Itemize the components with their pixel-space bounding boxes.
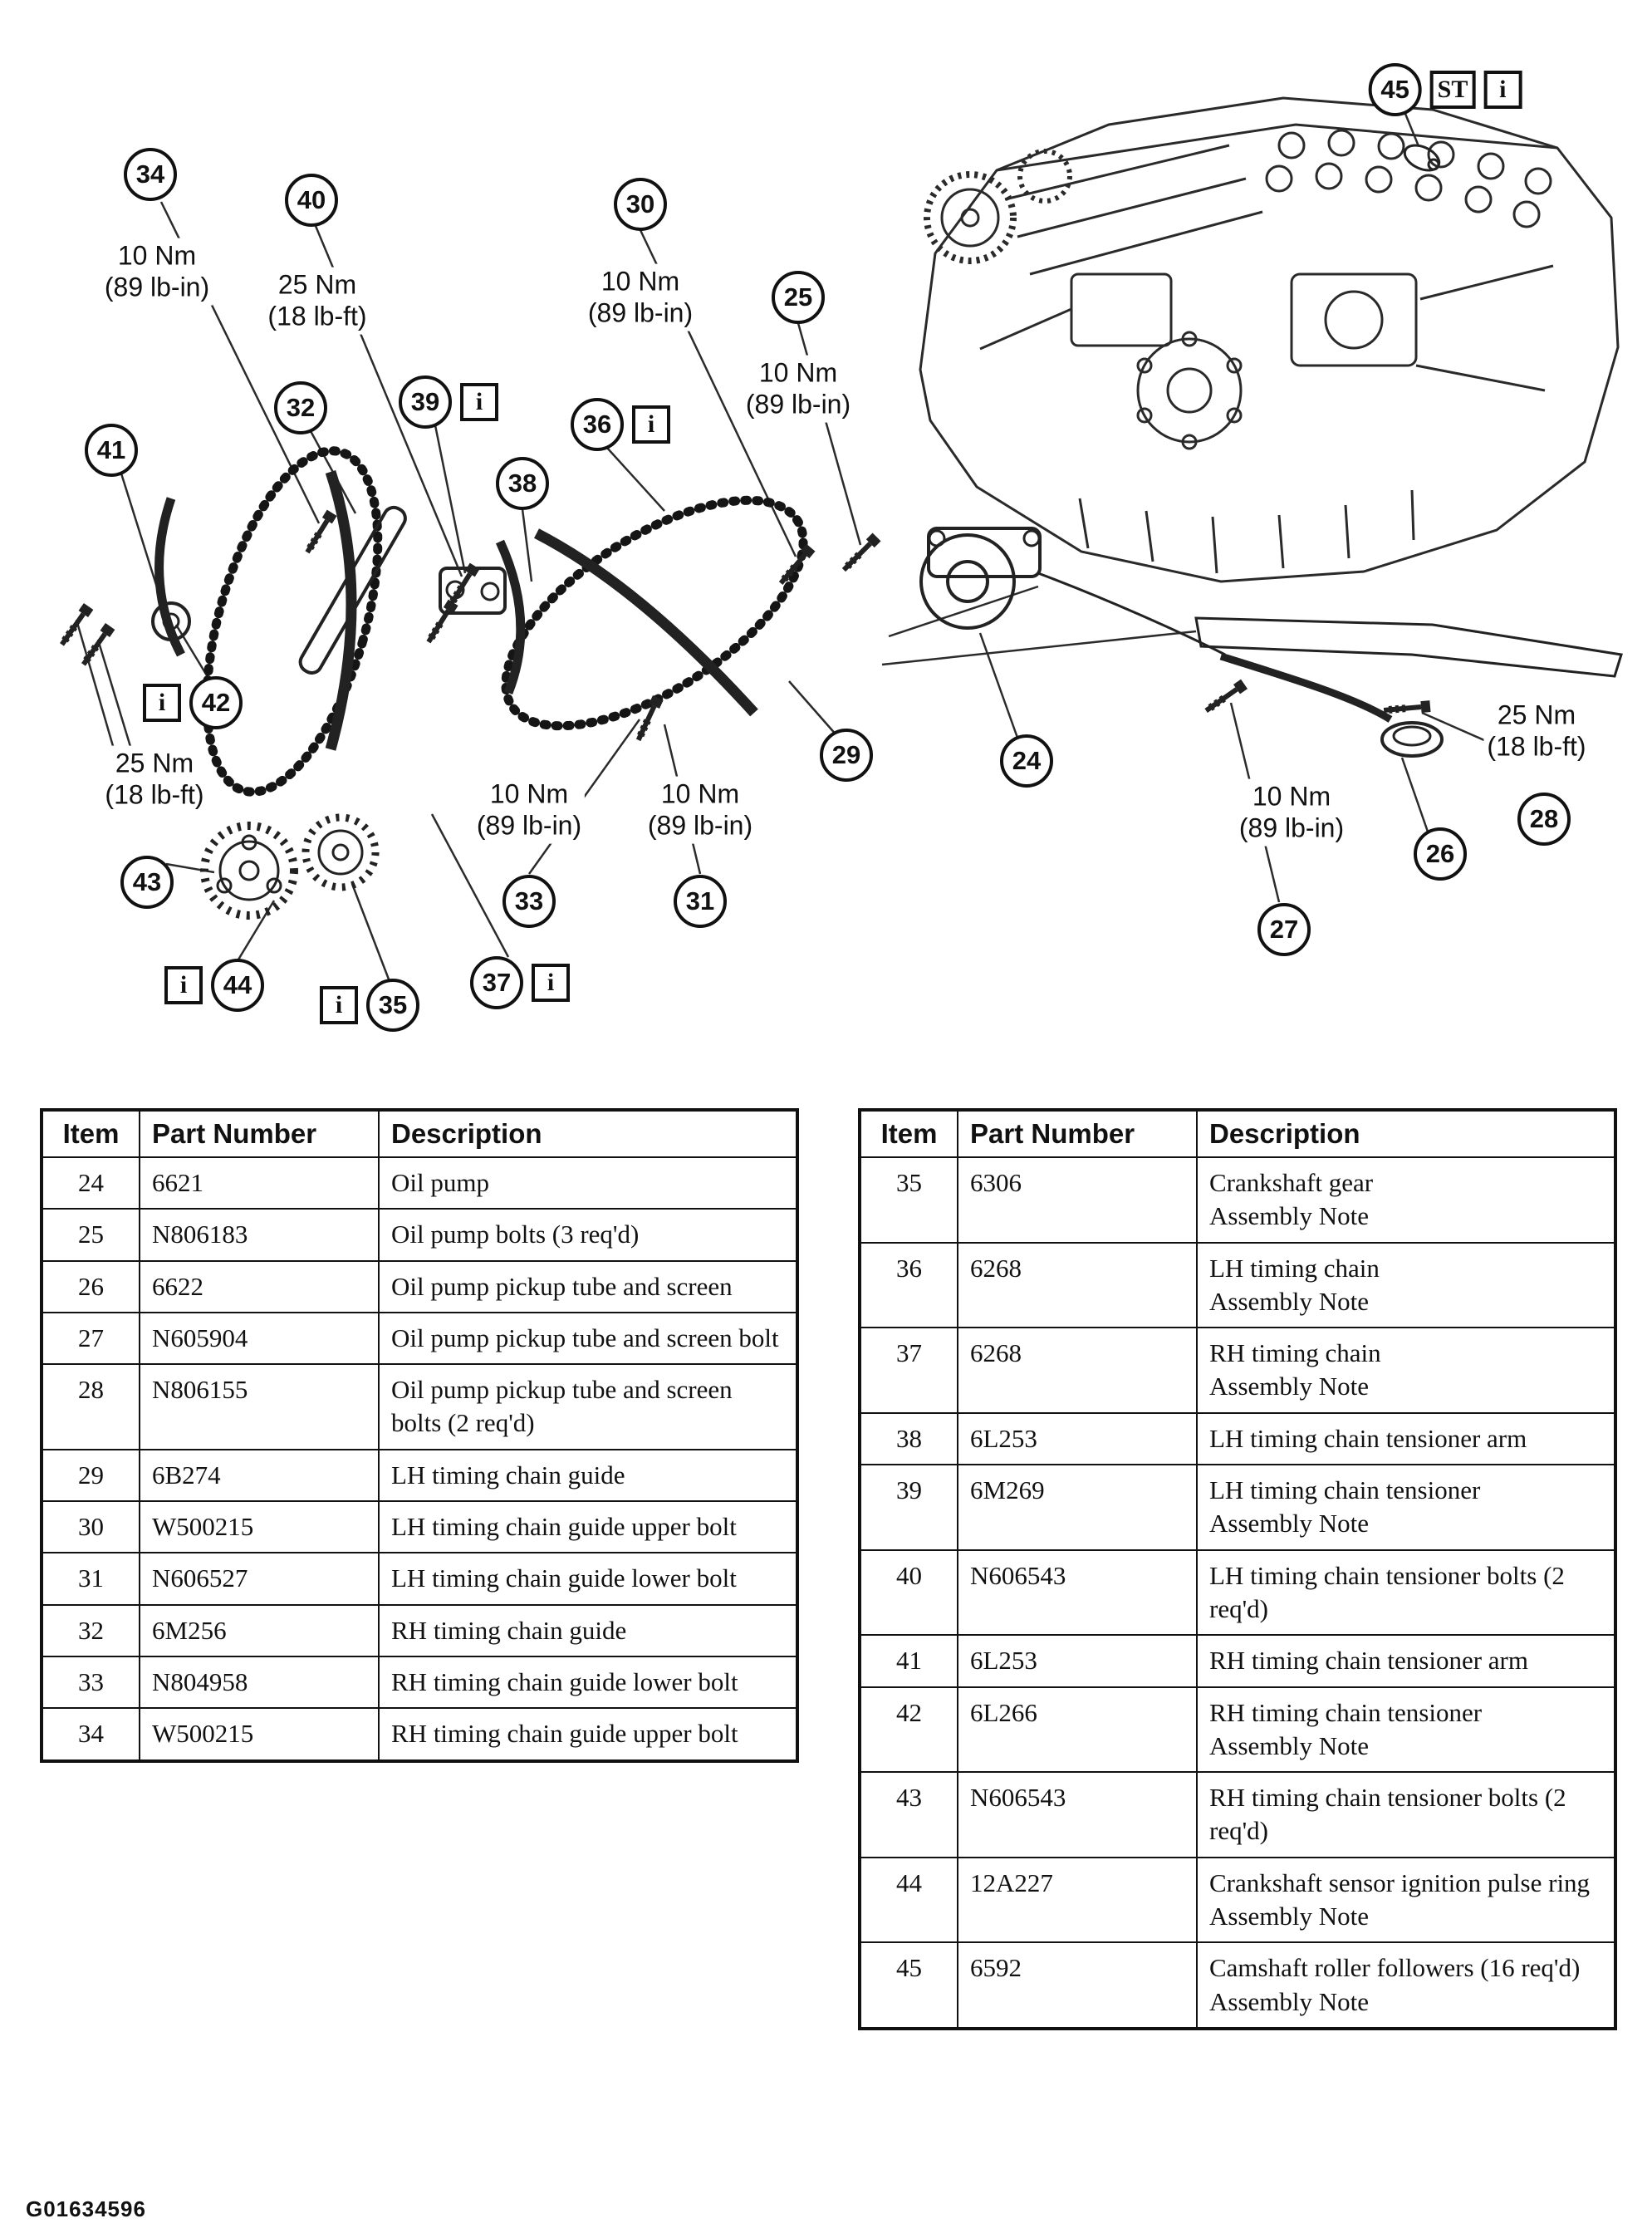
info-box: i xyxy=(532,964,570,1002)
callout-38 xyxy=(496,457,549,510)
cell-description: LH timing chain guide lower bolt xyxy=(379,1553,797,1604)
info-box: i xyxy=(164,966,203,1004)
cell-part-number: N804958 xyxy=(140,1656,379,1708)
cell-description: LH timing chain guide upper bolt xyxy=(379,1501,797,1553)
callout-37 xyxy=(470,956,570,1009)
cell-item: 45 xyxy=(860,1942,958,2029)
info-box: i xyxy=(143,684,181,722)
col-header-part-number: Part Number xyxy=(958,1110,1197,1157)
cell-part-number: 6621 xyxy=(140,1157,379,1209)
callout-42 xyxy=(143,676,243,729)
cell-description: RH timing chain guide upper bolt xyxy=(379,1708,797,1760)
torque-label: 10 Nm (89 lb-in) xyxy=(1236,779,1347,847)
cell-part-number: 6306 xyxy=(958,1157,1197,1243)
info-box: i xyxy=(632,405,670,444)
cell-part-number: 6L253 xyxy=(958,1413,1197,1465)
cell-part-number: W500215 xyxy=(140,1708,379,1760)
cell-part-number: 6592 xyxy=(958,1942,1197,2029)
callout-45 xyxy=(1369,63,1522,116)
torque-label: 25 Nm (18 lb-ft) xyxy=(264,267,370,335)
callout-28 xyxy=(1517,793,1571,846)
cell-item: 26 xyxy=(42,1261,140,1313)
cell-item: 36 xyxy=(860,1243,958,1328)
cell-part-number: 6B274 xyxy=(140,1450,379,1501)
cell-description: LH timing chain tensioner arm xyxy=(1197,1413,1615,1465)
torque-label: 25 Nm (18 lb-ft) xyxy=(1483,698,1589,765)
callout-number: 29 xyxy=(820,729,873,782)
cell-item: 34 xyxy=(42,1708,140,1760)
callout-26 xyxy=(1414,827,1467,881)
parts-table-left xyxy=(40,1108,799,1763)
callout-number: 40 xyxy=(285,174,338,227)
callout-number: 42 xyxy=(189,676,243,729)
callout-number: 44 xyxy=(211,959,264,1012)
callout-number: 37 xyxy=(470,956,523,1009)
info-box: i xyxy=(460,383,498,421)
cell-description: LH timing chain Assembly Note xyxy=(1197,1243,1615,1328)
callout-35 xyxy=(320,979,419,1032)
table-row xyxy=(860,1858,1615,1943)
cell-part-number: N606543 xyxy=(958,1772,1197,1858)
callout-36 xyxy=(571,398,670,451)
cell-description: RH timing chain tensioner Assembly Note xyxy=(1197,1687,1615,1773)
table-row xyxy=(860,1550,1615,1636)
cell-item: 35 xyxy=(860,1157,958,1243)
callout-number: 41 xyxy=(85,424,138,477)
torque-label: 10 Nm (89 lb-in) xyxy=(473,777,585,844)
callout-number: 39 xyxy=(399,375,452,429)
cell-part-number: N606527 xyxy=(140,1553,379,1604)
cell-description: RH timing chain guide xyxy=(379,1605,797,1656)
col-header-item: Item xyxy=(42,1110,140,1157)
table-row xyxy=(42,1553,797,1604)
table-row xyxy=(860,1942,1615,2029)
torque-label: 10 Nm (89 lb-in) xyxy=(645,777,756,844)
table-row xyxy=(860,1413,1615,1465)
callout-44 xyxy=(164,959,264,1012)
cell-description: LH timing chain tensioner Assembly Note xyxy=(1197,1465,1615,1550)
cell-item: 43 xyxy=(860,1772,958,1858)
table-row xyxy=(42,1261,797,1313)
table-row xyxy=(42,1157,797,1209)
cell-description: Oil pump pickup tube and screen bolts (2 req'd) xyxy=(379,1364,797,1450)
cell-item: 41 xyxy=(860,1635,958,1686)
cell-part-number: N606543 xyxy=(958,1550,1197,1636)
callout-number: 33 xyxy=(502,875,556,928)
table-row xyxy=(42,1605,797,1656)
cell-item: 42 xyxy=(860,1687,958,1773)
callout-number: 43 xyxy=(120,856,174,909)
cell-description: Oil pump pickup tube and screen bolt xyxy=(379,1313,797,1364)
cell-description: RH timing chain guide lower bolt xyxy=(379,1656,797,1708)
table-header-row xyxy=(42,1110,797,1157)
callout-number: 30 xyxy=(614,178,667,231)
cell-item: 39 xyxy=(860,1465,958,1550)
callout-number: 45 xyxy=(1369,63,1422,116)
callout-33 xyxy=(502,875,556,928)
callout-32 xyxy=(274,381,327,434)
cell-item: 30 xyxy=(42,1501,140,1553)
col-header-part-number: Part Number xyxy=(140,1110,379,1157)
cell-item: 38 xyxy=(860,1413,958,1465)
table-row xyxy=(42,1501,797,1553)
parts-table-right xyxy=(858,1108,1617,2030)
callout-number: 34 xyxy=(124,148,177,201)
callout-number: 24 xyxy=(1000,734,1053,788)
callout-39 xyxy=(399,375,498,429)
cell-part-number: W500215 xyxy=(140,1501,379,1553)
callout-29 xyxy=(820,729,873,782)
table-row xyxy=(860,1772,1615,1858)
callout-number: 28 xyxy=(1517,793,1571,846)
cell-part-number: 6L266 xyxy=(958,1687,1197,1773)
cell-description: Oil pump bolts (3 req'd) xyxy=(379,1209,797,1260)
figure-id: G01634596 xyxy=(26,2196,146,2221)
callout-27 xyxy=(1257,903,1311,956)
exploded-view-diagram xyxy=(0,0,1652,1088)
torque-label: 10 Nm (89 lb-in) xyxy=(743,356,854,423)
info-box: i xyxy=(320,986,358,1024)
cell-part-number: 6M269 xyxy=(958,1465,1197,1550)
special-tool-box: ST xyxy=(1430,71,1476,109)
cell-item: 24 xyxy=(42,1157,140,1209)
table-row xyxy=(860,1687,1615,1773)
cell-part-number: 6268 xyxy=(958,1243,1197,1328)
table-row xyxy=(42,1656,797,1708)
callout-number: 25 xyxy=(772,271,825,324)
cell-item: 32 xyxy=(42,1605,140,1656)
table-row xyxy=(42,1209,797,1260)
callout-number: 36 xyxy=(571,398,624,451)
callout-24 xyxy=(1000,734,1053,788)
torque-label: 10 Nm (89 lb-in) xyxy=(585,264,696,331)
cell-description: Crankshaft sensor ignition pulse ring Assembly Note xyxy=(1197,1858,1615,1943)
cell-part-number: N806155 xyxy=(140,1364,379,1450)
cell-part-number: 6622 xyxy=(140,1261,379,1313)
col-header-item: Item xyxy=(860,1110,958,1157)
cell-part-number: 12A227 xyxy=(958,1858,1197,1943)
table-row xyxy=(42,1364,797,1450)
diagram-overlay xyxy=(0,0,1652,1088)
cell-part-number: N605904 xyxy=(140,1313,379,1364)
callout-43 xyxy=(120,856,174,909)
cell-description: Oil pump xyxy=(379,1157,797,1209)
cell-part-number: N806183 xyxy=(140,1209,379,1260)
cell-item: 28 xyxy=(42,1364,140,1450)
cell-description: Crankshaft gear Assembly Note xyxy=(1197,1157,1615,1243)
callout-number: 35 xyxy=(366,979,419,1032)
cell-description: Camshaft roller followers (16 req'd) Assembly Note xyxy=(1197,1942,1615,2029)
callout-34 xyxy=(124,148,177,201)
cell-description: RH timing chain tensioner arm xyxy=(1197,1635,1615,1686)
callout-number: 31 xyxy=(674,875,727,928)
cell-description: LH timing chain guide xyxy=(379,1450,797,1501)
torque-label: 10 Nm (89 lb-in) xyxy=(101,238,213,306)
cell-item: 31 xyxy=(42,1553,140,1604)
cell-item: 33 xyxy=(42,1656,140,1708)
cell-item: 37 xyxy=(860,1328,958,1413)
callout-25 xyxy=(772,271,825,324)
cell-part-number: 6M256 xyxy=(140,1605,379,1656)
callout-number: 26 xyxy=(1414,827,1467,881)
torque-label: 25 Nm (18 lb-ft) xyxy=(101,746,207,813)
cell-description: Oil pump pickup tube and screen xyxy=(379,1261,797,1313)
table-row xyxy=(42,1708,797,1760)
table-row xyxy=(860,1243,1615,1328)
info-box: i xyxy=(1483,71,1522,109)
cell-item: 44 xyxy=(860,1858,958,1943)
cell-item: 29 xyxy=(42,1450,140,1501)
cell-item: 27 xyxy=(42,1313,140,1364)
cell-part-number: 6268 xyxy=(958,1328,1197,1413)
table-row xyxy=(860,1328,1615,1413)
callout-31 xyxy=(674,875,727,928)
callout-number: 32 xyxy=(274,381,327,434)
cell-item: 25 xyxy=(42,1209,140,1260)
callout-40 xyxy=(285,174,338,227)
col-header-description: Description xyxy=(1197,1110,1615,1157)
callout-30 xyxy=(614,178,667,231)
callout-41 xyxy=(85,424,138,477)
cell-part-number: 6L253 xyxy=(958,1635,1197,1686)
cell-item: 40 xyxy=(860,1550,958,1636)
table-row xyxy=(860,1635,1615,1686)
cell-description: RH timing chain tensioner bolts (2 req'd) xyxy=(1197,1772,1615,1858)
table-row xyxy=(42,1313,797,1364)
callout-number: 27 xyxy=(1257,903,1311,956)
table-header-row xyxy=(860,1110,1615,1157)
callout-number: 38 xyxy=(496,457,549,510)
cell-description: LH timing chain tensioner bolts (2 req'd) xyxy=(1197,1550,1615,1636)
cell-description: RH timing chain Assembly Note xyxy=(1197,1328,1615,1413)
table-row xyxy=(42,1450,797,1501)
table-row xyxy=(860,1465,1615,1550)
table-row xyxy=(860,1157,1615,1243)
col-header-description: Description xyxy=(379,1110,797,1157)
